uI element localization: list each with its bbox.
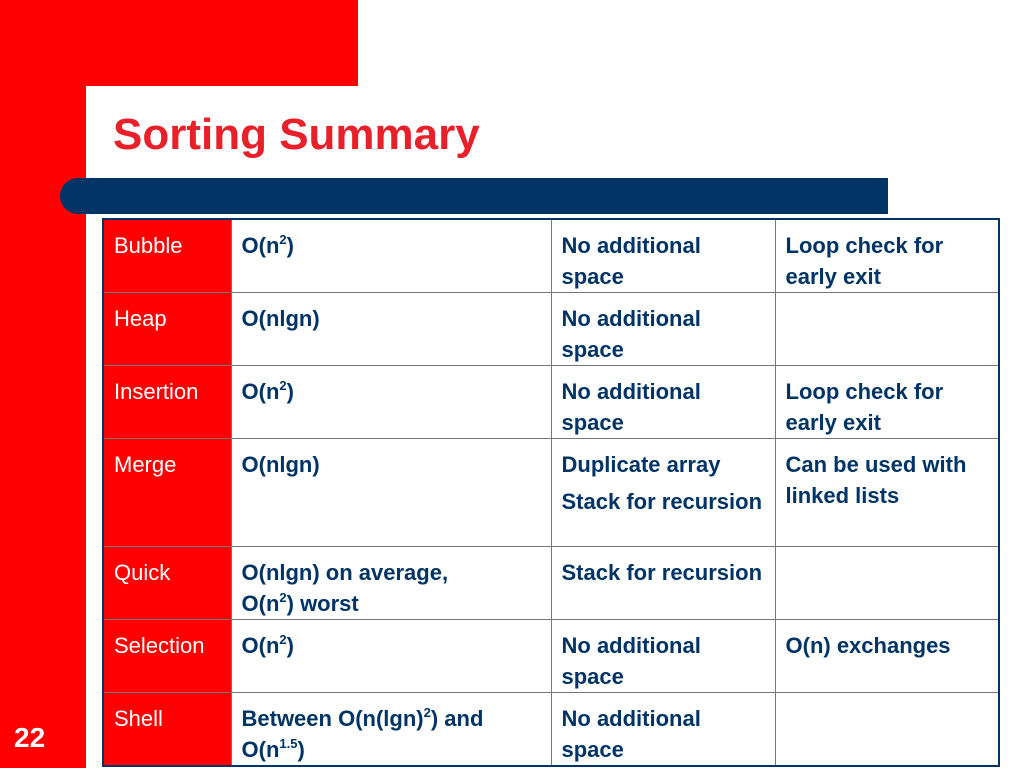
space-cell: No additional space	[551, 620, 775, 693]
time-complexity-cell: O(nlgn) on average, $O(n^2)$ worst	[231, 547, 551, 620]
red-side-bar	[0, 0, 86, 768]
page-number: 22	[14, 722, 46, 753]
sorting-summary-table	[102, 218, 1000, 767]
slide-title: Sorting Summary	[113, 110, 480, 159]
notes-cell	[775, 293, 999, 366]
space-cell: No additional space	[551, 366, 775, 439]
notes-cell: Loop check for early exit	[775, 219, 999, 293]
notes-cell: Can be used with linked lists	[775, 439, 999, 547]
table-row	[103, 620, 999, 693]
algorithm-name-cell: Selection	[103, 620, 231, 693]
time-complexity-cell: Between $O(n(\lg n)^2)$ and $O(n^{1.5})$	[231, 693, 551, 767]
notes-cell	[775, 693, 999, 767]
notes-cell	[775, 547, 999, 620]
space-cell: No additional space	[551, 693, 775, 767]
title-underline-bar	[60, 178, 888, 214]
space-cell: No additional space	[551, 219, 775, 293]
algorithm-name-cell: Insertion	[103, 366, 231, 439]
notes-cell: Loop check for early exit	[775, 366, 999, 439]
space-cell: Duplicate array Stack for recursion	[551, 439, 775, 547]
notes-cell: O(n) exchanges	[775, 620, 999, 693]
algorithm-name-cell: Heap	[103, 293, 231, 366]
table-row	[103, 366, 999, 439]
algorithm-name-cell: Bubble	[103, 219, 231, 293]
time-complexity-cell: $O(n^2)$	[231, 366, 551, 439]
table-row	[103, 219, 999, 293]
table-row	[103, 439, 999, 547]
time-complexity-cell: O(nlgn)	[231, 439, 551, 547]
algorithm-name-cell: Quick	[103, 547, 231, 620]
table-row	[103, 547, 999, 620]
space-cell: No additional space	[551, 293, 775, 366]
table-row	[103, 693, 999, 767]
space-cell: Stack for recursion	[551, 547, 775, 620]
table-row	[103, 293, 999, 366]
algorithm-name-cell: Merge	[103, 439, 231, 547]
time-complexity-cell: $O(n^2)$	[231, 620, 551, 693]
algorithm-name-cell: Shell	[103, 693, 231, 767]
time-complexity-cell: $O(n^2)$	[231, 219, 551, 293]
time-complexity-cell: O(nlgn)	[231, 293, 551, 366]
